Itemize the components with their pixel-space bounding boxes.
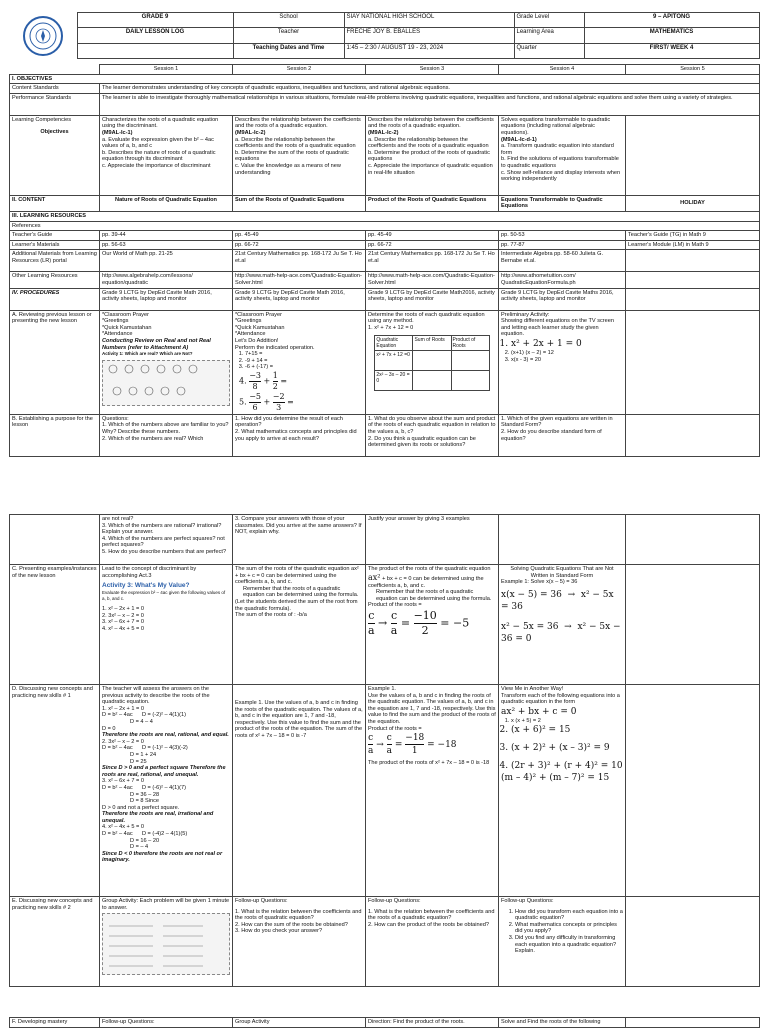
presenting-s1-item-1: 1. x² – 2x + 1 = 0 <box>102 605 144 612</box>
purpose-s1-2: 2. Which of the numbers are real? Which <box>102 435 204 442</box>
purpose-s4 <box>499 414 626 456</box>
prelim-item-3: 3. x(x - 3) = 20 <box>511 357 623 364</box>
competencies-label: Learning Competencies <box>12 116 72 123</box>
d2-s3-q1: 1. What is the relation between the coefficients and the roots of a quadratic equation? <box>368 908 495 922</box>
obj-s4-main: Solves equations transformable to quadratic equations (including rational algebraic equations). <box>501 116 611 136</box>
purpose-cont-label <box>10 515 100 565</box>
review-s2-attendance: *Attendance <box>235 331 266 338</box>
purpose-s3-2: 2. Do you think a quadratic equation can be determined given its roots or solutions? <box>368 435 476 449</box>
presenting-s1-item-2: 2. 3x² – x – 2 = 0 <box>102 612 144 619</box>
purpose-cont-s1 <box>100 515 233 565</box>
discussing2-s5 <box>626 897 760 987</box>
presenting-s4-example: Example 1: Solve x(x – 5) = 36 <box>501 579 578 586</box>
other-s2[interactable]: http://www.math-help-ace.com/Quadratic-Equation-Solver.html <box>233 272 366 288</box>
purpose-cont-s4 <box>499 515 626 565</box>
d1-s1-n2: D = b² – 4ac D = (-6)² – 4(1)(7) <box>102 784 186 791</box>
lm-s1: pp. 56-63 <box>100 240 233 250</box>
purpose-cont-4: 5. How do you describe numbers that are perfect? <box>102 548 227 555</box>
review-s3-intro: Determine the roots of each quadratic equation using any method. <box>368 311 485 325</box>
header-section <box>9 12 759 59</box>
roots-row-1: x² + 7x + 12 =0 <box>375 351 413 371</box>
add-s1: Our World of Math pp. 21-25 <box>100 250 233 272</box>
d2-s3-q2: 2. How can the product of the roots be obtained? <box>368 921 489 928</box>
tg-s4: pp. 50-53 <box>499 231 626 241</box>
discussing1-label: D. Discussing new concepts and practicing new skills # 1 <box>10 685 100 897</box>
learning-area-label: Learning Area <box>514 28 584 43</box>
presenting-s3-d: Product of the roots = <box>368 602 422 609</box>
obj-s1-c: c. Appreciate the importance of discriminant <box>102 162 211 169</box>
obj-s1-a: a. Evaluate the expression given the b² – 4ac values of a, b, and c <box>102 136 214 150</box>
presenting-s3-a: The product of the roots of the quadratic equation <box>368 566 491 572</box>
lm-s2: pp. 66-72 <box>233 240 366 250</box>
purpose-s1-1: 1. Which of the numbers above are familiar to you? Why? Describe these numbers. <box>102 422 229 436</box>
d1-s1-l3: D = 4 – 4 <box>102 718 153 725</box>
obj-s2-b: b. Determine the sum of the roots of quadratic equations <box>235 149 349 163</box>
real-numbers-image <box>102 360 230 406</box>
presenting-s1-intro: Lead to the concept of discriminant by accomplishing Act.3 <box>102 566 197 579</box>
d1-s3-formula: $\frac{c}{a}$ → $\frac{c}{a}$ = $\frac{-18}{1}$ = −18 <box>368 733 457 757</box>
procedures-s2: Grade 9 LCTG by DepEd Cavite Math 2016, activity sheets, laptop and monitor <box>233 288 366 310</box>
objectives-s5 <box>626 115 760 195</box>
procedures-s3: Grade 9 LCTG by DepEd Cavite Math2016, activity sheets, laptop and monitor <box>366 288 499 310</box>
roots-row-2: 2x² – 3x – 20 = 0 <box>375 371 413 391</box>
content-s2: Sum of the Roots of Quadratic Equations <box>233 195 366 211</box>
d1-s3-b: Product of the roots = <box>368 725 422 732</box>
addition-item-1: 1. 7+15 = <box>245 351 363 358</box>
procedures-s4: Grade 9 LCTG by DepEd Cavite Maths 2016, activity sheets, laptop and monitor <box>499 288 626 310</box>
ax2-term: ax² <box>368 572 381 582</box>
content-s4: Equations Transformable to Quadratic Equations <box>499 195 626 211</box>
obj-s2-a: a. Describe the relationship between the coefficients and the roots of a quadratic equation <box>235 136 356 150</box>
mastery-s4: Solve and Find the roots of the following <box>499 1018 626 1028</box>
d2-s4-q2: 2. What mathematics concepts or principles did you apply? <box>515 922 623 935</box>
purpose-s3 <box>366 414 499 456</box>
log-title: DAILY LESSON LOG <box>77 28 233 43</box>
objectives-label: Objectives <box>40 129 69 136</box>
page-two-wrap <box>9 514 759 987</box>
content-standards-label: Content Standards <box>10 84 100 94</box>
review-s1-activity: Activity 1: Which are real? Which are Not? <box>102 351 193 357</box>
purpose-cont-s2: 3. Compare your answers with those of your classmates. Did you arrive at the same answers? If NOT, explain why. <box>233 515 366 565</box>
d1-s1-l2: D = b² – 4ac D = (-2)² – 4(1)(1) <box>102 712 186 719</box>
school-label: School <box>233 13 344 28</box>
mastery-s2: Group Activity <box>233 1018 366 1028</box>
other-resources-label: Other Learning Resources <box>10 272 100 288</box>
obj-s3-main: Describes the relationship between the coefficients and the roots of a quadratic equation. <box>368 116 494 130</box>
competencies-cell <box>10 115 100 195</box>
obj-s1-code: (M9AL-Ic-1) <box>102 129 133 136</box>
presenting-s1-activity: Activity 3: What's My Value? <box>102 582 190 590</box>
d1-s1-m4: D = 25 <box>102 758 147 765</box>
presenting-s2-d: The sum of the roots of : -b/a <box>235 612 307 619</box>
d2-s2-q1: 1. What is the relation between the coefficients and the roots of quadratic equation? <box>235 908 362 922</box>
discussing1-s1 <box>100 685 233 897</box>
d2-s4-title: Follow-up Questions: <box>501 898 554 904</box>
obj-s4-a: a. Transform quadratic equation into standard form <box>501 143 614 156</box>
objectives-s4 <box>499 115 626 195</box>
d1-s4-text: Transform each of the following equations into a quadratic equation in the form <box>501 692 620 706</box>
presenting-s1-item-3: 3. x² – 6x + 7 = 0 <box>102 619 144 626</box>
review-s2-addition: Let's Do Addition! <box>235 337 279 344</box>
performance-standards-label: Performance Standards <box>10 93 100 115</box>
d1-s4-form: ax² + bx + c = 0 <box>501 706 577 717</box>
review-s5 <box>626 310 760 414</box>
discussing2-s4 <box>499 897 626 987</box>
other-s4[interactable]: http://www.athometuition.com/ QuadraticEquationFormula.ph <box>499 272 626 288</box>
presenting-s2-b: Remember that the roots of a quadratic equation can be determined using the formula. <box>243 585 359 599</box>
purpose-s4-1: 1. Which of the given equations are written in Standard Form? <box>501 415 613 429</box>
addition-item-2: 2. -9 + 14 = <box>245 358 363 365</box>
discussing1-s5 <box>626 685 760 897</box>
content-s5: HOLIDAY <box>626 195 760 211</box>
mastery-label: F. Developing mastery <box>10 1018 100 1028</box>
review-s1-bold: Conducting Review on Real and not Real Numbers (refer to Attachment A) <box>102 337 211 351</box>
school-value: SIAY NATIONAL HIGH SCHOOL <box>344 13 514 28</box>
d1-s3-text: Use the values of a, b and c in finding the roots of the quadratic equation. The values of a, b, and c in the equation are 1, 7 and -18, respectively. Use this value to find the sum and the product of the roots of the equation. <box>368 692 496 725</box>
d1-s1-m1: 2. 3x² – x – 2 = 0 <box>102 738 144 745</box>
presenting-s5 <box>626 565 760 685</box>
obj-s4-c: c. Show self-reliance and display interests when working independently <box>501 169 621 183</box>
purpose-s5 <box>626 414 760 456</box>
presenting-s4-math-2: x² − 5x = 36 → x² − 5x − 36 = 0 <box>501 621 621 644</box>
d1-s1-b4: Since D < 0 therefore the roots are not real or imaginary. <box>102 850 223 864</box>
d2-s4-q1: 1. How did you transform each equation into a quadratic equation? <box>515 909 623 922</box>
grade-level-label: Grade Level <box>514 13 584 28</box>
discussing2-label: E. Discussing new concepts and practicing new skills # 2 <box>10 897 100 987</box>
group-activity-image <box>102 913 230 975</box>
presenting-s3-c: Remember that the roots of a quadratic equation can be determined using the formula. <box>376 589 492 602</box>
grade-level-value: 9 – APITONG <box>584 13 759 28</box>
content-s3: Product of the Roots of Quadratic Equations <box>366 195 499 211</box>
mastery-s3: Direction: Find the product of the roots. <box>366 1018 499 1028</box>
purpose-s3-1: 1. What do you observe about the sum and product of the roots of each quadratic equation in relation to the values a, b, c? <box>368 415 496 436</box>
purpose-s2 <box>233 414 366 456</box>
d1-s1-intro: The teacher will assess the answers on the previous activity to describe the roots of the quadratic equation. <box>102 686 210 706</box>
d1-s1-b2: Since D > 0 and a perfect square Therefore the roots are real, rational, and unequal. <box>102 765 226 778</box>
d1-s1-b3: Therefore the roots are real, irrational and unequal. <box>102 811 214 824</box>
obj-s1-main: Characterizes the roots of a quadratic equation using the discriminant. <box>102 116 219 130</box>
review-s1-kamustahan: *Quick Kamustahan <box>102 324 152 331</box>
review-s2-kamustahan: *Quick Kamustahan <box>235 324 285 331</box>
tg-s5: Teacher's Guide (TG) in Math 9 <box>626 231 760 241</box>
purpose-cont-s3: Justify your answer by giving 3 examples <box>366 515 499 565</box>
roots-th-eq: Quadratic Equation <box>375 336 413 351</box>
obj-s3-c: c. Appreciate the importance of quadratic equation in real-life situation <box>368 162 493 176</box>
additional-label: Additional Materials from Learning Resources (LR) portal <box>10 250 100 272</box>
objectives-s3 <box>366 115 499 195</box>
seal-cell <box>9 13 77 59</box>
presenting-s1-activity-sub: Evaluate the expression b² – 4ac given the following values of a, b, and c. <box>102 589 226 602</box>
obj-s2-main: Describes the relationship between the coefficients and the roots of a quadratic equation. <box>235 116 361 130</box>
obj-s2-code: (M9AL-Ic-2) <box>235 129 266 136</box>
session-2-header: Session 2 <box>233 65 366 75</box>
obj-s4-b: b. Find the solutions of equations transformable to quadratic equations <box>501 156 619 169</box>
teacher-label: Teacher <box>233 28 344 43</box>
transform-item-5: (m – 4)² + (m – 7)² = 15 <box>501 773 610 784</box>
d2-s3-title: Follow-up Questions: <box>368 898 421 904</box>
d1-s4-title: View Me in Another Way! <box>501 686 564 692</box>
d1-s1-n5: D > 0 and not a perfect square. <box>102 804 180 811</box>
tg-label: Teacher's Guide <box>10 231 100 241</box>
main-table-wrap <box>9 64 759 457</box>
d1-s1-l4: D = 0 <box>102 725 116 732</box>
session-3-header: Session 3 <box>366 65 499 75</box>
review-s3-eq: 1. x² + 7x + 12 = 0 <box>368 324 414 331</box>
presenting-s3-b: + bx + c = 0 can be determined using the coefficients a, b, and c. <box>368 575 484 589</box>
d2-s1-intro: Group Activity: Each problem will be given 1 minute to answer. <box>102 898 230 911</box>
add-s4: Intermediate Algebra pp. 58-60 Julieta G. Bernabe et.al. <box>499 250 626 272</box>
d2-s2-q2: 2. How can the sum of the roots be obtained? <box>235 921 348 928</box>
discussing1-s4 <box>499 685 626 897</box>
quarter-label: Quarter <box>514 43 584 58</box>
presenting-s4-title: Solving Quadratic Equations That are Not Written in Standard Form <box>510 566 614 579</box>
prelim-item-1: 1. x² + 2x + 1 = 0 <box>511 338 623 350</box>
d1-s1-n3: D = 36 – 28 <box>102 791 160 798</box>
review-s1-attendance: *Attendance <box>102 331 133 338</box>
other-s3[interactable]: http://www.math-help-ace.com/Quadratic-Equation-Solver.html <box>366 272 499 288</box>
presenting-s2-c: (Let the students derived the sum of the root from the quadratic formula). <box>235 598 358 612</box>
page-three-table <box>9 1017 760 1028</box>
product-formula: $\frac{c}{a}$ → $\frac{c}{a}$ = $\frac{-10}{2}$ = −5 <box>368 608 470 637</box>
grade-title: GRADE 9 <box>77 13 233 28</box>
review-s2-instruction: Perform the indicated operation. <box>235 344 315 351</box>
d1-s1-m3: D = 1 + 24 <box>102 751 157 758</box>
purpose-cont-3: 4. Which of the numbers are perfect squares? not perfect squares? <box>102 535 225 549</box>
prelim-item-2: 2. (x+1) (x – 2) = 12 <box>511 350 623 357</box>
purpose-s2-1: 1. How did you determine the result of each operation? <box>235 415 343 429</box>
corner-cell <box>10 65 100 75</box>
content-heading: II. CONTENT <box>10 195 100 211</box>
review-s2 <box>233 310 366 414</box>
discussing1-s3 <box>366 685 499 897</box>
d2-s2-q3: 3. How do you check your answer? <box>235 928 323 935</box>
discussing2-s2 <box>233 897 366 987</box>
obj-s1-b: b. Describes the nature of roots of a quadratic equation through its discriminant <box>102 149 216 163</box>
d1-s1-o4: D = – 4 <box>102 844 149 851</box>
obj-s2-c: c. Value the knowledge as a means of new understanding <box>235 162 341 176</box>
presenting-s3 <box>366 565 499 685</box>
transform-item-4: 4. (2r + 3)² + (r + 4)² = 10 <box>511 760 623 772</box>
add-s5 <box>626 250 760 272</box>
presenting-s1-item-4: 4. x² – 4x + 5 = 0 <box>102 625 144 632</box>
purpose-cont-2: 3. Which of the numbers are rational? irrational? Explain your answer. <box>102 522 222 536</box>
d1-s1-m2: D = b² – 4ac D = (-1)² – 4(3)(-2) <box>102 745 188 752</box>
procedures-s5 <box>626 288 760 310</box>
discussing1-s2 <box>233 685 366 897</box>
tg-s2: pp. 45-49 <box>233 231 366 241</box>
review-s4-title: Preliminary Activity: <box>501 311 550 318</box>
content-s1: Nature of Roots of Quadratic Equation <box>100 195 233 211</box>
obj-s3-code: (M9AL-Ic-2) <box>368 129 399 136</box>
obj-s4-code: (M9AL-Ic-d-1) <box>501 136 537 143</box>
other-s5 <box>626 272 760 288</box>
purpose-s4-2: 2. How do you describe standard form of equation? <box>501 429 602 442</box>
procedures-heading: IV. PROCEDURES <box>10 288 100 310</box>
d1-s1-n1: 3. x² – 6x + 7 = 0 <box>102 778 144 785</box>
presenting-s1 <box>100 565 233 685</box>
purpose-s1-q: Questions: <box>102 415 129 422</box>
objectives-heading: I. OBJECTIVES <box>10 74 760 84</box>
quarter-value: FIRST/ WEEK 4 <box>584 43 759 58</box>
objectives-s2 <box>233 115 366 195</box>
transform-item-2: 2. (x + 6)² = 15 <box>511 724 623 736</box>
review-s4-text: Showing different equations on the TV screen and letting each learner study the given equation. <box>501 318 614 338</box>
addition-item-3: 3. -6 + (-17) = <box>245 364 363 371</box>
teacher-value: FRECHE JOY B. EBALLES <box>344 28 514 43</box>
blank-cell <box>77 43 233 58</box>
d1-s1-o3: D = 16 – 20 <box>102 837 160 844</box>
review-s1 <box>100 310 233 414</box>
performance-standards-text: The learner is able to investigate thoroughly mathematical relationships in various situations, formulate real-life problems involving quadratic equations, inequalities and functions, and rational algebraic equations and solve them using a variety of strategies. <box>100 93 760 115</box>
presenting-s2-a: The sum of the roots of the quadratic equation ax² + bx + c = 0 can be determined using the coefficients a, b, and c. <box>235 566 359 586</box>
review-s2-greetings: *Greetings <box>235 318 262 325</box>
references-label: References <box>10 221 760 231</box>
d1-s2-text: Example 1. Use the values of a, b and c in finding the roots of the quadratic equation. The values of a, b, and c in the equation are 1, 7 and -18, respectively. Use this value to find the sum and the product of the roots of the equation. The sum of the roots of x² + 7x – 18 = 0 is -7 <box>235 700 363 739</box>
lm-s4: pp. 77-87 <box>499 240 626 250</box>
presenting-s4 <box>499 565 626 685</box>
add-s3: 21st Century Mathematics pp. 168-172 Ju Se T. Ho et.al <box>366 250 499 272</box>
obj-s3-b: b. Determine the product of the roots of quadratic equations <box>368 149 490 163</box>
roots-table <box>374 335 489 391</box>
transform-item-1: 1. x (x + 5) = 2 <box>511 718 623 725</box>
mastery-s5 <box>626 1018 760 1028</box>
page-three-wrap <box>9 1017 759 1028</box>
d1-s1-o2: D = b² – 4ac D = (-4)2 – 4(1)(5) <box>102 831 188 838</box>
mastery-s1: Follow-up Questions: <box>100 1018 233 1028</box>
d1-s1-b1: Therefore the roots are real, rational, and equal. <box>102 732 229 739</box>
discussing2-s3 <box>366 897 499 987</box>
d2-s4-q3: 3. Did you find any difficulty in transforming each equation into a quadratic equation? Explain. <box>515 935 623 955</box>
discussing2-s1 <box>100 897 233 987</box>
session-1-header: Session 1 <box>100 65 233 75</box>
session-5-header: Session 5 <box>626 65 760 75</box>
lm-label: Learner's Materials <box>10 240 100 250</box>
dates-value: 1:45 – 2:30 / AUGUST 19 - 23, 2024 <box>344 43 514 58</box>
roots-th-sum: Sum of Roots <box>413 336 451 351</box>
tg-s1: pp. 39-44 <box>100 231 233 241</box>
presenting-s2 <box>233 565 366 685</box>
objectives-s1 <box>100 115 233 195</box>
dates-label: Teaching Dates and Time <box>233 43 344 58</box>
learning-area-value: MATHEMATICS <box>584 28 759 43</box>
obj-s3-a: a. Describe the relationship between the coefficients and the roots of a quadratic equation <box>368 136 489 150</box>
review-s2-prayer: *Classroom Prayer <box>235 311 282 318</box>
d1-s3-c: The product of the roots of x² + 7x – 18 = 0 is -18 <box>368 760 490 767</box>
procedures-s1: Grade 9 LCTG by DepEd Cavite Math 2016, activity sheets, laptop and monitor <box>100 288 233 310</box>
presenting-s4-math-1: x(x − 5) = 36 → x² − 5x = 36 <box>501 589 614 612</box>
review-s4 <box>499 310 626 414</box>
purpose-s2-2: 2. What mathematics concepts and principles did you apply to arrive at each result? <box>235 429 357 442</box>
purpose-cont-s5 <box>626 515 760 565</box>
presenting-label: C. Presenting examples/instances of the new lesson <box>10 565 100 685</box>
d1-s3-title: Example 1. <box>368 686 396 692</box>
roots-th-product: Product of Roots <box>451 336 489 351</box>
main-table <box>9 64 760 457</box>
header-table <box>9 12 760 59</box>
d1-s1-l1: 1. x² – 2x + 1 = 0 <box>102 705 144 712</box>
d1-s1-o1: 4. x² – 4x + 5 = 0 <box>102 824 144 831</box>
purpose-s1 <box>100 414 233 456</box>
review-label: A. Reviewing previous lesson or presenting the new lesson <box>10 310 100 414</box>
d1-s1-n4: D = 8 Since <box>102 798 160 805</box>
session-4-header: Session 4 <box>499 65 626 75</box>
resources-heading: III. LEARNING RESOURCES <box>10 211 760 221</box>
review-s1-greetings: *Greetings <box>102 318 129 325</box>
page-two-table <box>9 514 760 987</box>
review-s1-prayer: *Classroom Prayer <box>102 311 149 318</box>
review-s3 <box>366 310 499 414</box>
content-standards-text: The learner demonstrates understanding of key concepts of quadratic equations, inequalities and functions, and rational algebraic equations. <box>100 84 760 94</box>
fraction-items: 4. $\frac{-3}{8}$ + $\frac{1}{2}$ = 5. $\frac{-5}{6}$ + $\frac{-2}{3}$ = <box>239 370 294 412</box>
transform-item-3: 3. (x + 2)² + (x – 3)² = 9 <box>511 742 623 754</box>
other-s1[interactable]: http://www.algebrahelp.com/lessons/ equation/quadratic <box>100 272 233 288</box>
deped-seal-icon <box>23 16 63 56</box>
purpose-cont-1: are not real? <box>102 516 134 522</box>
lm-s5: Learner's Module (LM) in Math 9 <box>626 240 760 250</box>
add-s2: 21st Century Mathematics pp. 168-172 Ju Se T. Ho et.al <box>233 250 366 272</box>
d2-s2-title: Follow-up Questions: <box>235 898 288 904</box>
purpose-label: B. Establishing a purpose for the lesson <box>10 414 100 456</box>
lm-s3: pp. 66-72 <box>366 240 499 250</box>
tg-s3: pp. 45-49 <box>366 231 499 241</box>
